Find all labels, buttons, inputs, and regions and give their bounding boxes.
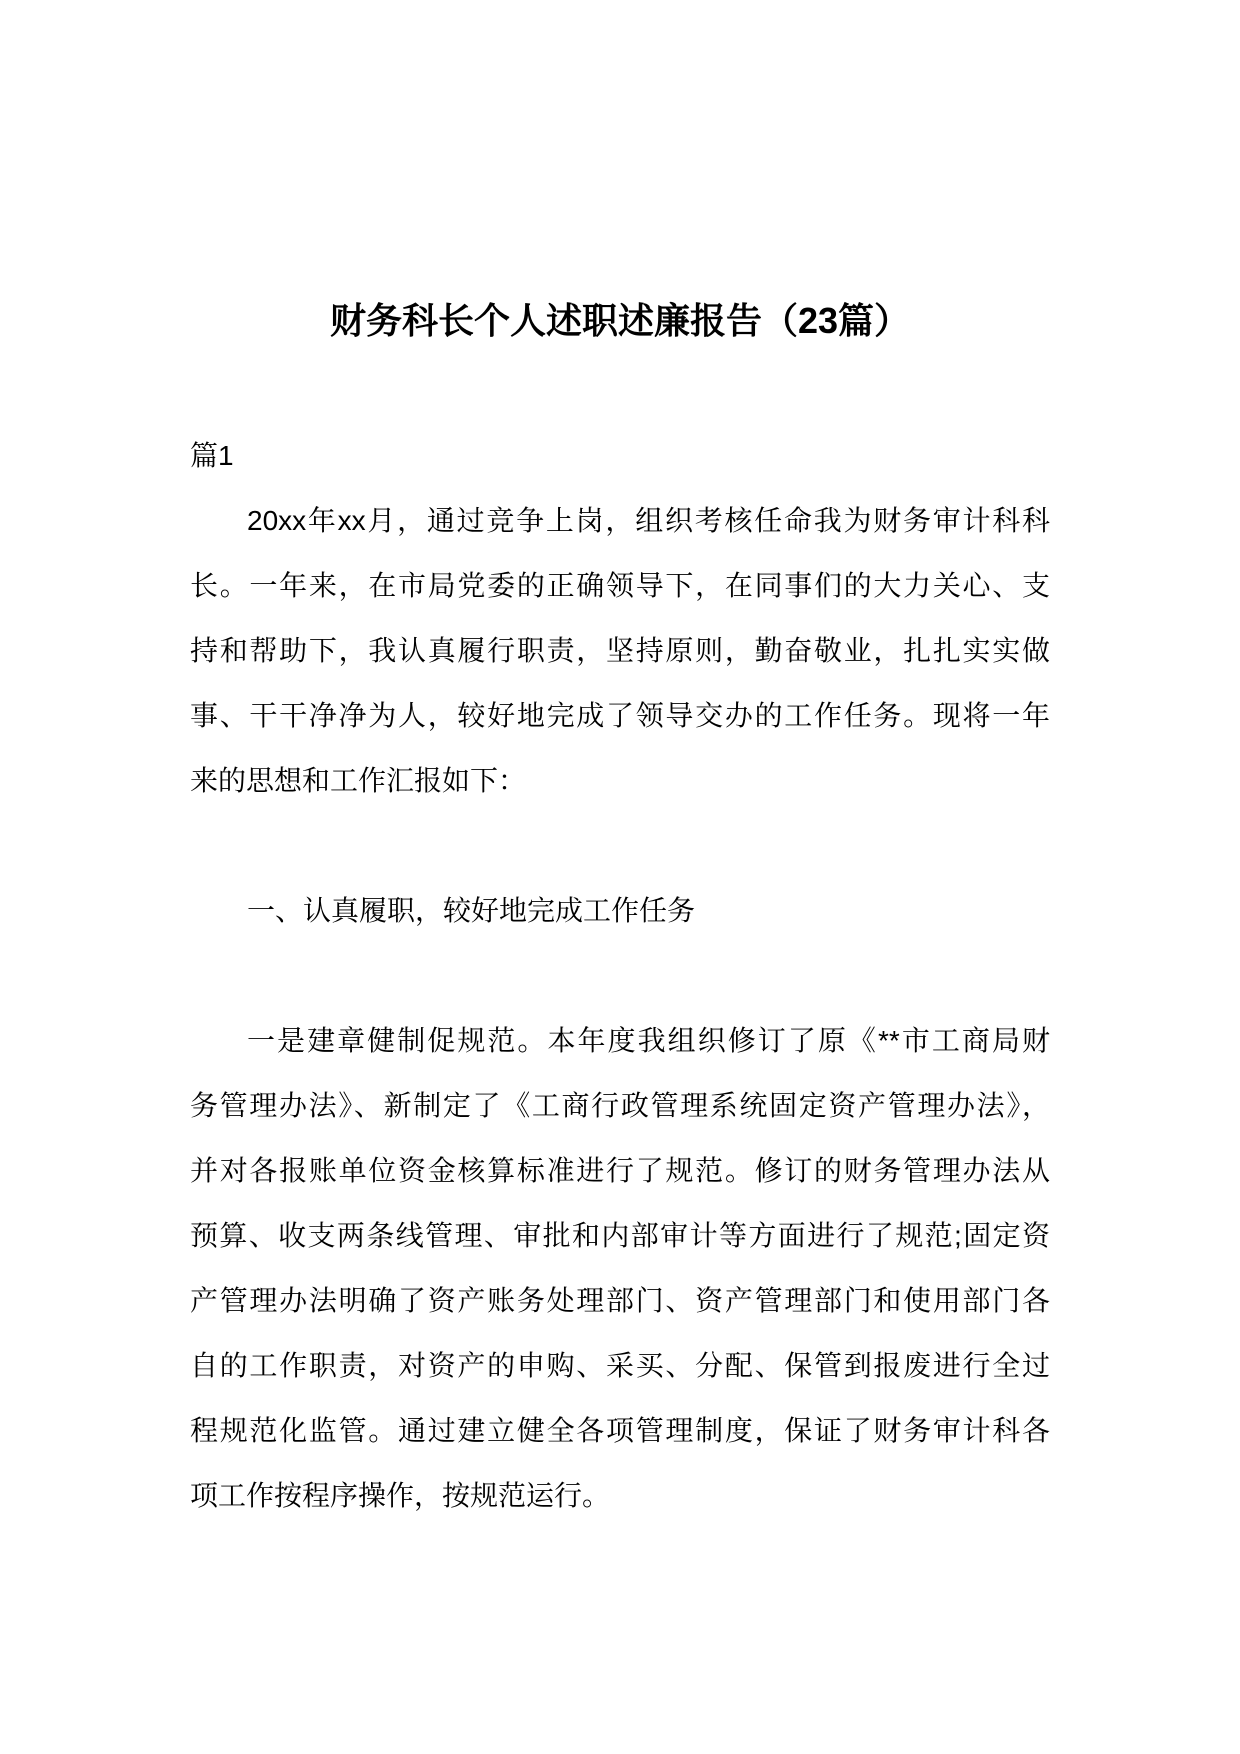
paragraph-2-line-5: 产管理办法明确了资产账务处理部门、资产管理部门和使用部门各 — [190, 1285, 1050, 1316]
paragraph-1-line-4: 事、干干净净为人，较好地完成了领导交办的工作任务。现将一年 — [190, 700, 1050, 731]
paragraph-2-line-4: 预算、收支两条线管理、审批和内部审计等方面进行了规范;固定资 — [190, 1220, 1050, 1251]
paragraph-1-line-3: 持和帮助下，我认真履行职责，坚持原则，勤奋敬业，扎扎实实做 — [190, 635, 1050, 666]
document-title: 财务科长个人述职述廉报告（23篇） — [329, 300, 911, 341]
part-label: 篇1 — [190, 440, 234, 471]
section-heading: 一、认真履职，较好地完成工作任务 — [247, 895, 696, 926]
paragraph-2-line-2: 务管理办法》、新制定了《工商行政管理系统固定资产管理办法》， — [190, 1090, 1050, 1121]
paragraph-2-line-7: 程规范化监管。通过建立健全各项管理制度，保证了财务审计科各 — [190, 1415, 1050, 1446]
paragraph-2-line-1: 一是建章健制促规范。本年度我组织修订了原《**市工商局财 — [247, 1025, 1050, 1056]
paragraph-1-line-1: 20xx年xx月，通过竞争上岗，组织考核任命我为财务审计科科 — [247, 505, 1050, 536]
paragraph-1-line-5: 来的思想和工作汇报如下： — [190, 765, 527, 796]
paragraph-2-line-6: 自的工作职责，对资产的申购、采买、分配、保管到报废进行全过 — [190, 1350, 1050, 1381]
paragraph-1-line-2: 长。一年来，在市局党委的正确领导下，在同事们的大力关心、支 — [190, 570, 1050, 601]
paragraph-2-line-3: 并对各报账单位资金核算标准进行了规范。修订的财务管理办法从 — [190, 1155, 1050, 1186]
paragraph-2-line-8: 项工作按程序操作，按规范运行。 — [190, 1480, 611, 1511]
